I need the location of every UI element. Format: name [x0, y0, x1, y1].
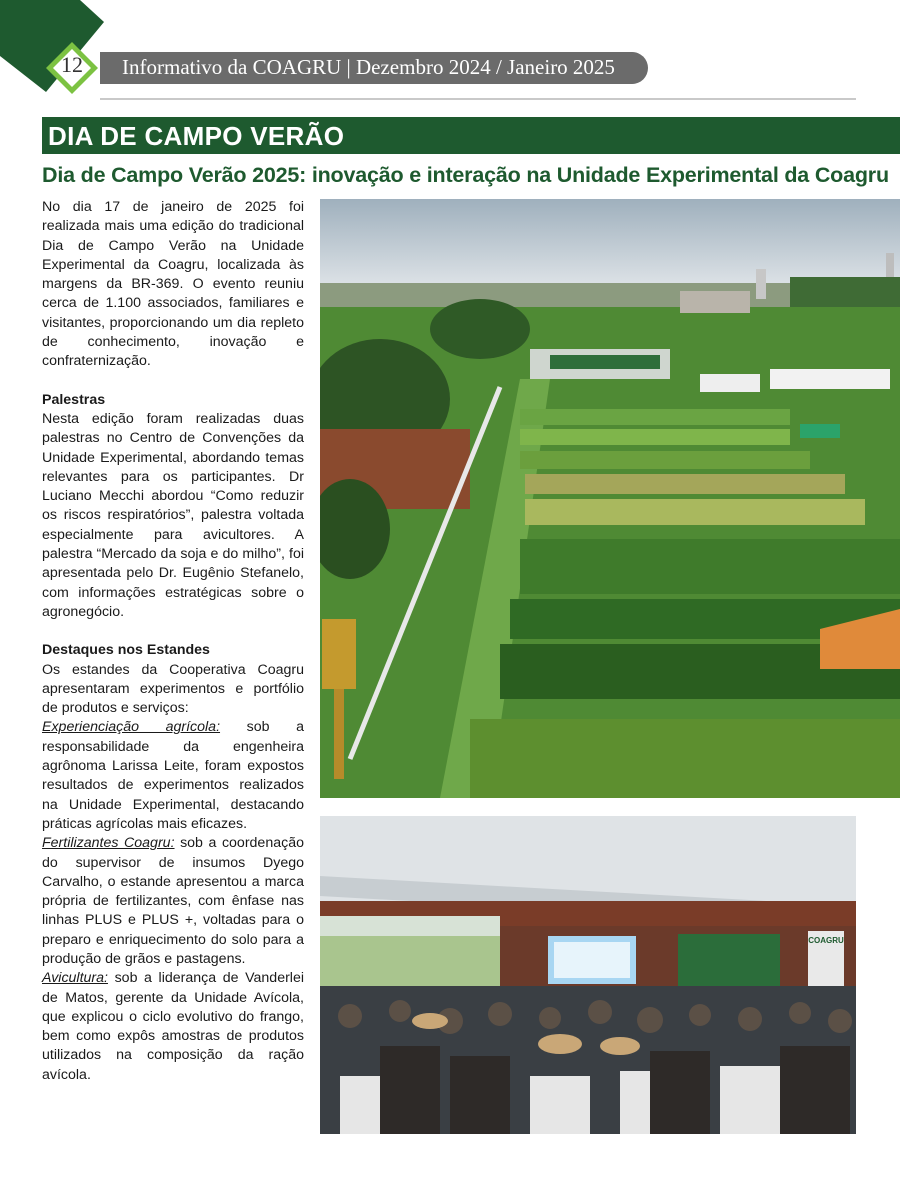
item-label: Fertilizantes Coagru: — [42, 835, 175, 852]
intro-paragraph: No dia 17 de janeiro de 2025 foi realizada mais uma edição do tradicional Dia de Campo Verão na Unidade Experimental da Coagru, localizada às margens da BR-369. O evento reuniu cerca de 1.100 associados, familiares e visitantes, proporcionando um dia repleto de conhecimento, inovação e confraternização. — [42, 199, 304, 370]
palestras-heading: Palestras — [42, 391, 106, 408]
publication-title: Informativo da COAGRU | Dezembro 2024 / Janeiro 2025 — [122, 55, 615, 79]
estandes-heading: Destaques nos Estandes — [42, 642, 210, 659]
header-divider — [100, 98, 856, 100]
item-label: Avicultura: — [42, 970, 108, 987]
page-number: 12 — [61, 52, 83, 77]
article-body — [42, 198, 304, 1085]
estandes-paragraph: Os estandes da Cooperativa Coagru apresentaram experimentos e portfólio de produtos e serviços: — [42, 661, 304, 717]
item-text: sob a liderança de Vanderlei de Matos, gerente da Unidade Avícola, que explicou o ciclo evolutivo do frango, bem como expôs amostras de produtos utilizados na composição da ração avícola. — [42, 970, 304, 1083]
palestras-paragraph: Nesta edição foram realizadas duas palestras no Centro de Convenções da Unidade Experimental, abordando temas relevantes para os participantes. Dr Luciano Mecchi abordou “Como reduzir os riscos respiratórios”, palestra voltada especialmente para avicultores. A palestra “Mercado da soja e do milho”, foi apresentada pelo Dr. Eugênio Stefanelo, com informações estratégicas sobre o agronegócio. — [42, 410, 304, 620]
item-text: sob a responsabilidade da engenheira agrônoma Larissa Leite, foram expostos resultados de experimentos realizados na Unidade Experimental, destacando práticas agrícolas mais eficazes. — [42, 719, 304, 832]
item-label: Experienciação agrícola: — [42, 719, 221, 736]
item-text: sob a coordenação do supervisor de insumos Dyego Carvalho, o estande apresentou a marca própria de fertilizantes, com ênfase nas linhas PLUS e PLUS +, voltadas para o preparo e enriquecimento do solo para a produção de grãos e pastagens. — [42, 835, 304, 967]
item-agricola — [42, 718, 304, 834]
auditorium-photo — [320, 816, 856, 1134]
section-title: DIA DE CAMPO VERÃO — [48, 121, 345, 151]
item-avicultura — [42, 969, 304, 1085]
item-fertilizantes — [42, 834, 304, 969]
article-headline: Dia de Campo Verão 2025: inovação e interação na Unidade Experimental da Coagru — [42, 163, 889, 187]
banner-text: COAGRU — [808, 936, 844, 945]
aerial-field-photo — [320, 199, 900, 798]
